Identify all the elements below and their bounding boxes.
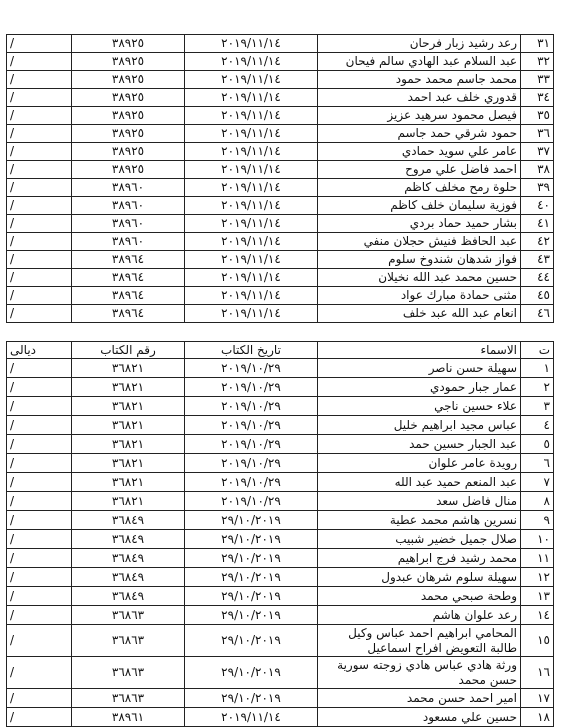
header-serial: ت: [521, 342, 554, 359]
letter-date-cell: ٢٩/١٠/٢٠١٩: [185, 625, 318, 657]
letter-date-cell: ٢٠١٩/١١/١٤: [185, 708, 318, 727]
governorate-cell: /: [7, 568, 72, 587]
letter-date-cell: ٢٠١٩/١١/١٤: [185, 215, 318, 233]
letter-number-cell: ٣٦٨٦٣: [72, 689, 185, 708]
letter-date-cell: ٢٠١٩/١١/١٤: [185, 143, 318, 161]
letter-number-cell: ٣٨٩٢٥: [72, 107, 185, 125]
letter-number-cell: ٣٨٩٢٥: [72, 35, 185, 53]
letter-number-cell: ٣٨٩٢٥: [72, 89, 185, 107]
letter-date-cell: ٢٠١٩/١١/١٤: [185, 125, 318, 143]
letter-date-cell: ٢٠١٩/١١/١٤: [185, 53, 318, 71]
serial-cell: ١: [521, 359, 554, 378]
names-table-bottom-header: [7, 342, 554, 359]
table-row: [7, 143, 554, 161]
name-cell: وطحة صبحي محمد: [318, 587, 521, 606]
table-row: [7, 625, 554, 657]
table-row: [7, 287, 554, 305]
letter-number-cell: ٣٦٨٢١: [72, 378, 185, 397]
serial-cell: ٣٦: [521, 125, 554, 143]
table-row: [7, 530, 554, 549]
serial-cell: ٥: [521, 435, 554, 454]
table-row: [7, 473, 554, 492]
letter-date-cell: ٢٩/١٠/٢٠١٩: [185, 530, 318, 549]
table-row: [7, 197, 554, 215]
letter-number-cell: ٣٦٨٢١: [72, 359, 185, 378]
governorate-cell: /: [7, 708, 72, 727]
table-row: [7, 233, 554, 251]
header-names: الاسماء: [318, 342, 521, 359]
table-row: [7, 689, 554, 708]
letter-number-cell: ٣٦٨٤٩: [72, 587, 185, 606]
governorate-cell: /: [7, 269, 72, 287]
governorate-cell: /: [7, 689, 72, 708]
governorate-cell: /: [7, 416, 72, 435]
serial-cell: ١٠: [521, 530, 554, 549]
serial-cell: ٣١: [521, 35, 554, 53]
name-cell: حسين علي مسعود: [318, 708, 521, 727]
letter-date-cell: ٢٠١٩/١١/١٤: [185, 287, 318, 305]
letter-date-cell: ٢٠١٩/١٠/٢٩: [185, 473, 318, 492]
governorate-cell: /: [7, 71, 72, 89]
names-table-top: [6, 34, 554, 323]
table-row: [7, 568, 554, 587]
letter-number-cell: ٣٨٩٦٤: [72, 287, 185, 305]
letter-date-cell: ٢٠١٩/١٠/٢٩: [185, 454, 318, 473]
serial-cell: ١٣: [521, 587, 554, 606]
table-row: [7, 454, 554, 473]
name-cell: فواز شدهان شندوخ سلوم: [318, 251, 521, 269]
name-cell: منال فاضل سعد: [318, 492, 521, 511]
governorate-cell: /: [7, 657, 72, 689]
governorate-cell: /: [7, 625, 72, 657]
name-cell: فيصل محمود سرهيد عزيز: [318, 107, 521, 125]
serial-cell: ١٧: [521, 689, 554, 708]
serial-cell: ٣٩: [521, 179, 554, 197]
serial-cell: ٨: [521, 492, 554, 511]
serial-cell: ١٨: [521, 708, 554, 727]
name-cell: رعد رشيد زبار فرحان: [318, 35, 521, 53]
names-table-top-body: [7, 35, 554, 323]
table-row: [7, 179, 554, 197]
name-cell: محمد جاسم محمد حمود: [318, 71, 521, 89]
letter-date-cell: ٢٠١٩/١١/١٤: [185, 251, 318, 269]
letter-date-cell: ٢٠١٩/١١/١٤: [185, 233, 318, 251]
governorate-cell: /: [7, 454, 72, 473]
serial-cell: ٢: [521, 378, 554, 397]
letter-number-cell: ٣٨٩٦٤: [72, 305, 185, 323]
serial-cell: ١٦: [521, 657, 554, 689]
letter-date-cell: ٢٠١٩/١١/١٤: [185, 71, 318, 89]
table-row: [7, 251, 554, 269]
serial-cell: ١٢: [521, 568, 554, 587]
letter-number-cell: ٣٦٨٤٩: [72, 530, 185, 549]
letter-number-cell: ٣٨٩٦١: [72, 708, 185, 727]
letter-number-cell: ٣٦٨٢١: [72, 454, 185, 473]
letter-date-cell: ٢٩/١٠/٢٠١٩: [185, 587, 318, 606]
letter-date-cell: ٢٩/١٠/٢٠١٩: [185, 549, 318, 568]
letter-number-cell: ٣٦٨٢١: [72, 416, 185, 435]
letter-number-cell: ٣٨٩٢٥: [72, 125, 185, 143]
letter-number-cell: ٣٦٨٢١: [72, 397, 185, 416]
governorate-cell: /: [7, 511, 72, 530]
serial-cell: ٦: [521, 454, 554, 473]
header-row: [7, 342, 554, 359]
table-row: [7, 378, 554, 397]
letter-date-cell: ٢٠١٩/١١/١٤: [185, 107, 318, 125]
table-row: [7, 269, 554, 287]
name-cell: محمد رشيد فرج ابراهيم: [318, 549, 521, 568]
table-row: [7, 416, 554, 435]
governorate-cell: /: [7, 435, 72, 454]
serial-cell: ١٤: [521, 606, 554, 625]
table-row: [7, 71, 554, 89]
table-row: [7, 35, 554, 53]
name-cell: حمود شرقي حمد جاسم: [318, 125, 521, 143]
letter-date-cell: ٢٠١٩/١١/١٤: [185, 197, 318, 215]
governorate-cell: /: [7, 606, 72, 625]
letter-date-cell: ٢٠١٩/١٠/٢٩: [185, 378, 318, 397]
name-cell: انعام عبد الله عبد خلف: [318, 305, 521, 323]
serial-cell: ٤: [521, 416, 554, 435]
letter-number-cell: ٣٨٩٦٠: [72, 197, 185, 215]
name-cell: سهيلة سلوم شرهان عبدول: [318, 568, 521, 587]
table-row: [7, 511, 554, 530]
name-cell: امير احمد حسن محمد: [318, 689, 521, 708]
serial-cell: ٤٥: [521, 287, 554, 305]
letter-number-cell: ٣٦٨٦٣: [72, 657, 185, 689]
name-cell: بشار حميد حماد بردي: [318, 215, 521, 233]
letter-date-cell: ٢٠١٩/١١/١٤: [185, 179, 318, 197]
letter-date-cell: ٢٠١٩/١٠/٢٩: [185, 359, 318, 378]
table-row: [7, 89, 554, 107]
table-row: [7, 606, 554, 625]
governorate-cell: /: [7, 179, 72, 197]
table-row: [7, 435, 554, 454]
table-row: [7, 215, 554, 233]
governorate-cell: /: [7, 53, 72, 71]
letter-date-cell: ٢٩/١٠/٢٠١٩: [185, 606, 318, 625]
names-table-bottom-body: [7, 359, 554, 727]
governorate-cell: /: [7, 215, 72, 233]
name-cell: عامر علي سويد حمادي: [318, 143, 521, 161]
governorate-cell: /: [7, 359, 72, 378]
name-cell: رعد علوان هاشم: [318, 606, 521, 625]
table-row: [7, 708, 554, 727]
table-row: [7, 549, 554, 568]
name-cell: عبد السلام عبد الهادي سالم فيحان: [318, 53, 521, 71]
serial-cell: ٤٦: [521, 305, 554, 323]
serial-cell: ١٥: [521, 625, 554, 657]
name-cell: عباس مجيد ابراهيم خليل: [318, 416, 521, 435]
serial-cell: ٤٠: [521, 197, 554, 215]
letter-number-cell: ٣٨٩٢٥: [72, 71, 185, 89]
letter-number-cell: ٣٨٩٦٠: [72, 233, 185, 251]
names-table-bottom: [6, 341, 554, 727]
serial-cell: ٣٣: [521, 71, 554, 89]
letter-date-cell: ٢٠١٩/١٠/٢٩: [185, 435, 318, 454]
governorate-cell: /: [7, 492, 72, 511]
letter-number-cell: ٣٨٩٦٠: [72, 179, 185, 197]
letter-date-cell: ٢٠١٩/١١/١٤: [185, 35, 318, 53]
letter-date-cell: ٢٠١٩/١١/١٤: [185, 161, 318, 179]
letter-date-cell: ٢٠١٩/١٠/٢٩: [185, 416, 318, 435]
governorate-cell: /: [7, 107, 72, 125]
letter-number-cell: ٣٦٨٦٣: [72, 606, 185, 625]
governorate-cell: /: [7, 397, 72, 416]
serial-cell: ٤٤: [521, 269, 554, 287]
letter-number-cell: ٣٨٩٦٠: [72, 215, 185, 233]
table-row: [7, 397, 554, 416]
letter-number-cell: ٣٦٨٤٩: [72, 568, 185, 587]
table-row: [7, 125, 554, 143]
name-cell: المحامي ابراهيم احمد عباس وكيل طالبة التعويض افراح اسماعيل: [318, 625, 521, 657]
letter-date-cell: ٢٠١٩/١٠/٢٩: [185, 492, 318, 511]
governorate-cell: /: [7, 197, 72, 215]
serial-cell: ٧: [521, 473, 554, 492]
letter-number-cell: ٣٦٨٦٣: [72, 625, 185, 657]
serial-cell: ٤٣: [521, 251, 554, 269]
letter-number-cell: ٣٦٨٢١: [72, 473, 185, 492]
letter-number-cell: ٣٦٨٢١: [72, 492, 185, 511]
letter-number-cell: ٣٦٨٢١: [72, 435, 185, 454]
letter-date-cell: ٢٠١٩/١١/١٤: [185, 89, 318, 107]
serial-cell: ٩: [521, 511, 554, 530]
letter-date-cell: ٢٠١٩/١١/١٤: [185, 269, 318, 287]
header-letter-number: رقم الكتاب: [72, 342, 185, 359]
serial-cell: ٤١: [521, 215, 554, 233]
letter-number-cell: ٣٨٩٢٥: [72, 161, 185, 179]
name-cell: احمد فاضل علي مروح: [318, 161, 521, 179]
name-cell: ورثة هادي عباس هادي زوجته سورية حسن محمد: [318, 657, 521, 689]
letter-number-cell: ٣٨٩٢٥: [72, 53, 185, 71]
name-cell: علاء حسين ناجي: [318, 397, 521, 416]
governorate-cell: /: [7, 530, 72, 549]
name-cell: حسين محمد عبد الله نخيلان: [318, 269, 521, 287]
serial-cell: ٣٧: [521, 143, 554, 161]
letter-number-cell: ٣٨٩٦٤: [72, 251, 185, 269]
letter-date-cell: ٢٠١٩/١١/١٤: [185, 305, 318, 323]
governorate-cell: /: [7, 378, 72, 397]
table-row: [7, 657, 554, 689]
serial-cell: ٣٢: [521, 53, 554, 71]
table-row: [7, 53, 554, 71]
name-cell: فوزية سليمان خلف كاظم: [318, 197, 521, 215]
letter-number-cell: ٣٨٩٢٥: [72, 143, 185, 161]
name-cell: مثنى حمادة مبارك عواد: [318, 287, 521, 305]
name-cell: رويدة عامر علوان: [318, 454, 521, 473]
letter-date-cell: ٢٩/١٠/٢٠١٩: [185, 657, 318, 689]
table-row: [7, 161, 554, 179]
serial-cell: ٣: [521, 397, 554, 416]
name-cell: عبد الحافظ فنيش حجلان منفي: [318, 233, 521, 251]
letter-date-cell: ٢٩/١٠/٢٠١٩: [185, 568, 318, 587]
header-letter-date: تاريخ الكتاب: [185, 342, 318, 359]
table-row: [7, 305, 554, 323]
letter-date-cell: ٢٩/١٠/٢٠١٩: [185, 689, 318, 708]
header-governorate: ديالى: [7, 342, 72, 359]
name-cell: قدوري خلف عبد احمد: [318, 89, 521, 107]
governorate-cell: /: [7, 143, 72, 161]
letter-date-cell: ٢٠١٩/١٠/٢٩: [185, 397, 318, 416]
name-cell: عمار جبار حمودي: [318, 378, 521, 397]
governorate-cell: /: [7, 233, 72, 251]
governorate-cell: /: [7, 161, 72, 179]
governorate-cell: /: [7, 549, 72, 568]
governorate-cell: /: [7, 35, 72, 53]
serial-cell: ٣٨: [521, 161, 554, 179]
governorate-cell: /: [7, 305, 72, 323]
name-cell: سهيلة حسن ناصر: [318, 359, 521, 378]
governorate-cell: /: [7, 89, 72, 107]
name-cell: نسرين هاشم محمد عطية: [318, 511, 521, 530]
governorate-cell: /: [7, 287, 72, 305]
governorate-cell: /: [7, 251, 72, 269]
governorate-cell: /: [7, 587, 72, 606]
letter-number-cell: ٣٦٨٤٩: [72, 549, 185, 568]
governorate-cell: /: [7, 473, 72, 492]
serial-cell: ٤٢: [521, 233, 554, 251]
table-row: [7, 107, 554, 125]
table-row: [7, 492, 554, 511]
serial-cell: ٣٤: [521, 89, 554, 107]
serial-cell: ٣٥: [521, 107, 554, 125]
table-row: [7, 359, 554, 378]
governorate-cell: /: [7, 125, 72, 143]
name-cell: صلال جميل خضير شبيب: [318, 530, 521, 549]
letter-date-cell: ٢٩/١٠/٢٠١٩: [185, 511, 318, 530]
serial-cell: ١١: [521, 549, 554, 568]
name-cell: حلوة رمح مخلف كاظم: [318, 179, 521, 197]
letter-number-cell: ٣٦٨٤٩: [72, 511, 185, 530]
name-cell: عبد الجبار حسين حمد: [318, 435, 521, 454]
letter-number-cell: ٣٨٩٦٤: [72, 269, 185, 287]
table-row: [7, 587, 554, 606]
name-cell: عبد المنعم حميد عبد الله: [318, 473, 521, 492]
